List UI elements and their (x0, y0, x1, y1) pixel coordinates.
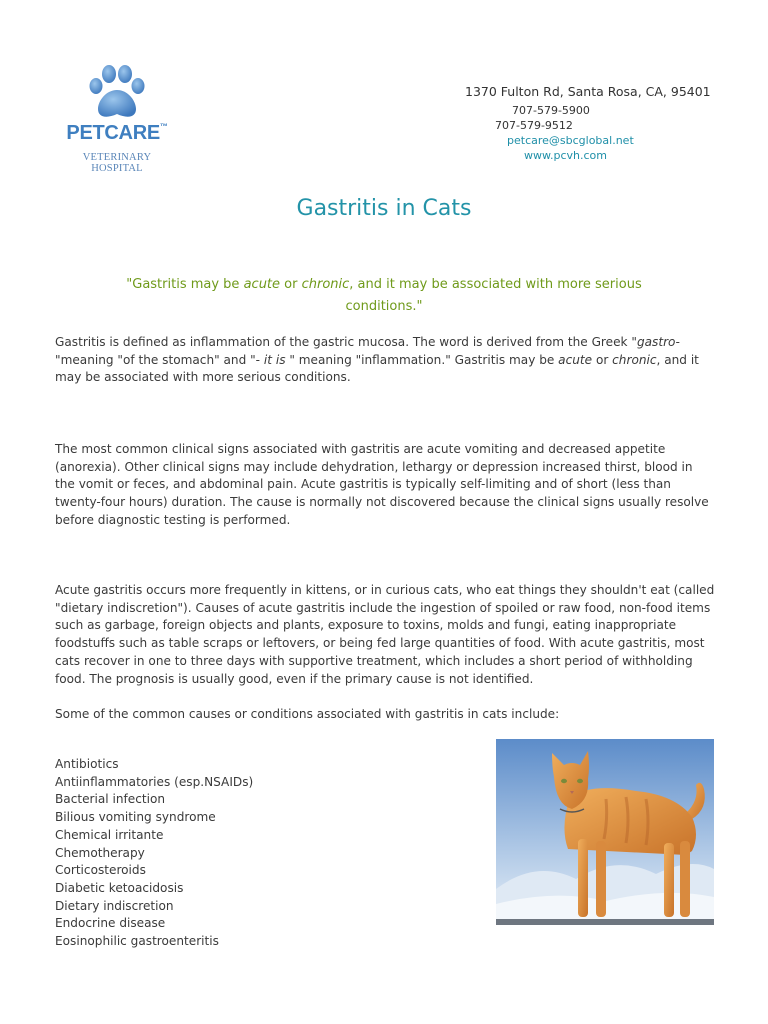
logo-subtitle: VETERINARY HOSPITAL (82, 152, 152, 174)
list-item: Endocrine disease (55, 916, 166, 931)
paw-icon (86, 64, 148, 122)
paragraph-definition: Gastritis is defined as inflammation of the gastric mucosa. The word is derived from the Greek "gastro-"meaning "of the stomach" and "- it is " meaning "inflammation." Gastritis may be acute or chronic, and it may be associated with more serious conditions. (55, 335, 699, 385)
list-item: Diabetic ketoacidosis (55, 880, 184, 895)
clinic-website-link[interactable]: www.pcvh.com (524, 149, 607, 162)
clinic-email-link[interactable]: petcare@sbcglobal.net (507, 134, 634, 147)
list-item: Bilious vomiting syndrome (55, 810, 216, 825)
list-item: Dietary indiscretion (55, 898, 174, 913)
paragraph-clinical-signs: The most common clinical signs associated with gastritis are acute vomiting and decreased appetite (anorexia). Other clinical signs may include dehydration, lethargy or depression increased thirst, blood in the vomit or feces, and abdominal pain. Acute gastritis is typically self-limiting and of short (less than twenty-four hours) duration. The cause is normally not discovered because the clinical signs usually resolve before diagnostic testing is performed. (55, 442, 709, 527)
clinic-phone-2: 707-579-9512 (495, 119, 573, 132)
paragraph-acute-gastritis: Acute gastritis occurs more frequently in kittens, or in curious cats, who eat things they shouldn't eat (called "dietary indiscretion"). Causes of acute gastritis include the ingestion of spoiled or raw food, non-food items such as garbage, foreign objects and plants, exposure to toxins, molds and fungi, eating inappropriate foodstuffs such as table scraps or leftovers, or being fed large quantities of food. With acute gastritis, most cats recover in one to three days with supportive treatment, which includes a short period of withholding food. The prognosis is usually good, even if the primary cause is not identified. (55, 583, 715, 686)
pull-quote: "Gastritis may be acute or chronic, and it may be associated with more serious conditions." (126, 277, 642, 314)
causes-list (55, 756, 253, 951)
list-item: Eosinophilic gastroenteritis (55, 934, 219, 949)
list-item: Chemotherapy (55, 845, 145, 860)
cat-photo (496, 739, 714, 925)
list-item: Antiinflammatories (esp.NSAIDs) (55, 774, 254, 789)
list-item: Bacterial infection (55, 792, 166, 807)
list-item: Chemical irritante (55, 827, 164, 842)
logo-wordmark: PETCARE™ (66, 122, 168, 144)
list-item: Antibiotics (55, 757, 119, 771)
clinic-address: 1370 Fulton Rd, Santa Rosa, CA, 95401 (465, 84, 711, 99)
list-item: Corticosteroids (55, 863, 146, 878)
clinic-phone-1: 707-579-5900 (512, 104, 590, 117)
paragraph-causes-intro: Some of the common causes or conditions associated with gastritis in cats include: (55, 707, 560, 721)
petcare-logo (56, 62, 178, 174)
page-title: Gastritis in Cats (296, 196, 472, 221)
